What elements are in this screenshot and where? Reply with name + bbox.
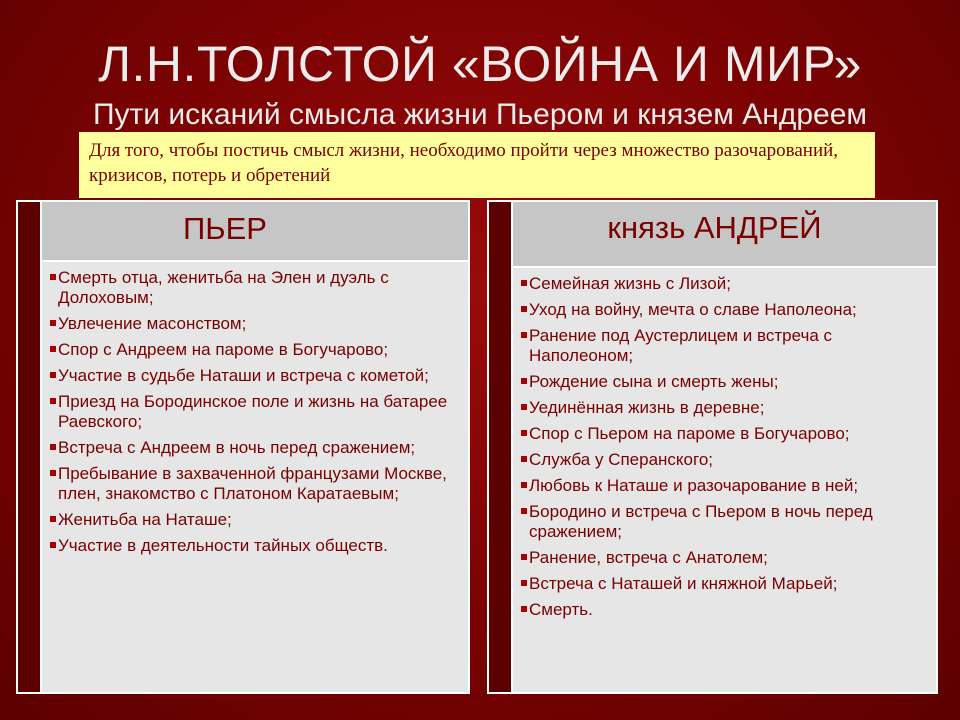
column-side-strip bbox=[18, 202, 42, 692]
list-item: Смерть. bbox=[521, 600, 926, 620]
highlight-note: Для того, чтобы постичь смысл жизни, необходимо пройти через множество разочарований, кризисов, потерь и обретений bbox=[79, 132, 875, 198]
slide-title: Л.Н.ТОЛСТОЙ «ВОЙНА И МИР» bbox=[98, 36, 862, 92]
list-item: Семейная жизнь с Лизой; bbox=[521, 274, 926, 294]
list-item: Встреча с Андреем в ночь перед сражением; bbox=[50, 438, 458, 458]
pierre-list bbox=[50, 268, 458, 556]
andrei-column bbox=[487, 200, 938, 694]
list-item: Встреча с Наташей и княжной Марьей; bbox=[521, 574, 926, 594]
list-item: Пребывание в захваченной французами Москве, плен, знакомство с Платоном Каратаевым; bbox=[50, 464, 458, 504]
pierre-column bbox=[16, 200, 470, 694]
list-item: Спор с Пьером на пароме в Богучарово; bbox=[521, 424, 926, 444]
list-item: Спор с Андреем на пароме в Богучарово; bbox=[50, 340, 458, 360]
andrei-list bbox=[521, 274, 926, 620]
list-item: Увлечение масонством; bbox=[50, 314, 458, 334]
list-item: Рождение сына и смерть жены; bbox=[521, 372, 926, 392]
list-item: Ранение под Аустерлицем и встреча с Наполеоном; bbox=[521, 326, 926, 366]
list-item: Женитьба на Наташе; bbox=[50, 510, 458, 530]
list-item: Служба у Сперанского; bbox=[521, 450, 926, 470]
list-item: Приезд на Бородинское поле и жизнь на батарее Раевского; bbox=[50, 392, 458, 432]
list-item: Участие в деятельности тайных обществ. bbox=[50, 536, 458, 556]
list-item: Уход на войну, мечта о славе Наполеона; bbox=[521, 300, 926, 320]
list-item: Уединённая жизнь в деревне; bbox=[521, 398, 926, 418]
andrei-heading: князь АНДРЕЙ bbox=[513, 202, 936, 268]
list-item: Участие в судьбе Наташи и встреча с кометой; bbox=[50, 366, 458, 386]
pierre-list-area bbox=[42, 262, 468, 692]
slide-subtitle: Пути исканий смысла жизни Пьером и князем Андреем bbox=[92, 98, 868, 131]
pierre-heading: ПЬЕР bbox=[42, 202, 468, 262]
andrei-list-area bbox=[513, 268, 936, 692]
list-item: Смерть отца, женитьба на Элен и дуэль с Долоховым; bbox=[50, 268, 458, 308]
column-side-strip bbox=[489, 202, 513, 692]
list-item: Бородино и встреча с Пьером в ночь перед сражением; bbox=[521, 502, 926, 542]
list-item: Ранение, встреча с Анатолем; bbox=[521, 548, 926, 568]
list-item: Любовь к Наташе и разочарование в ней; bbox=[521, 476, 926, 496]
